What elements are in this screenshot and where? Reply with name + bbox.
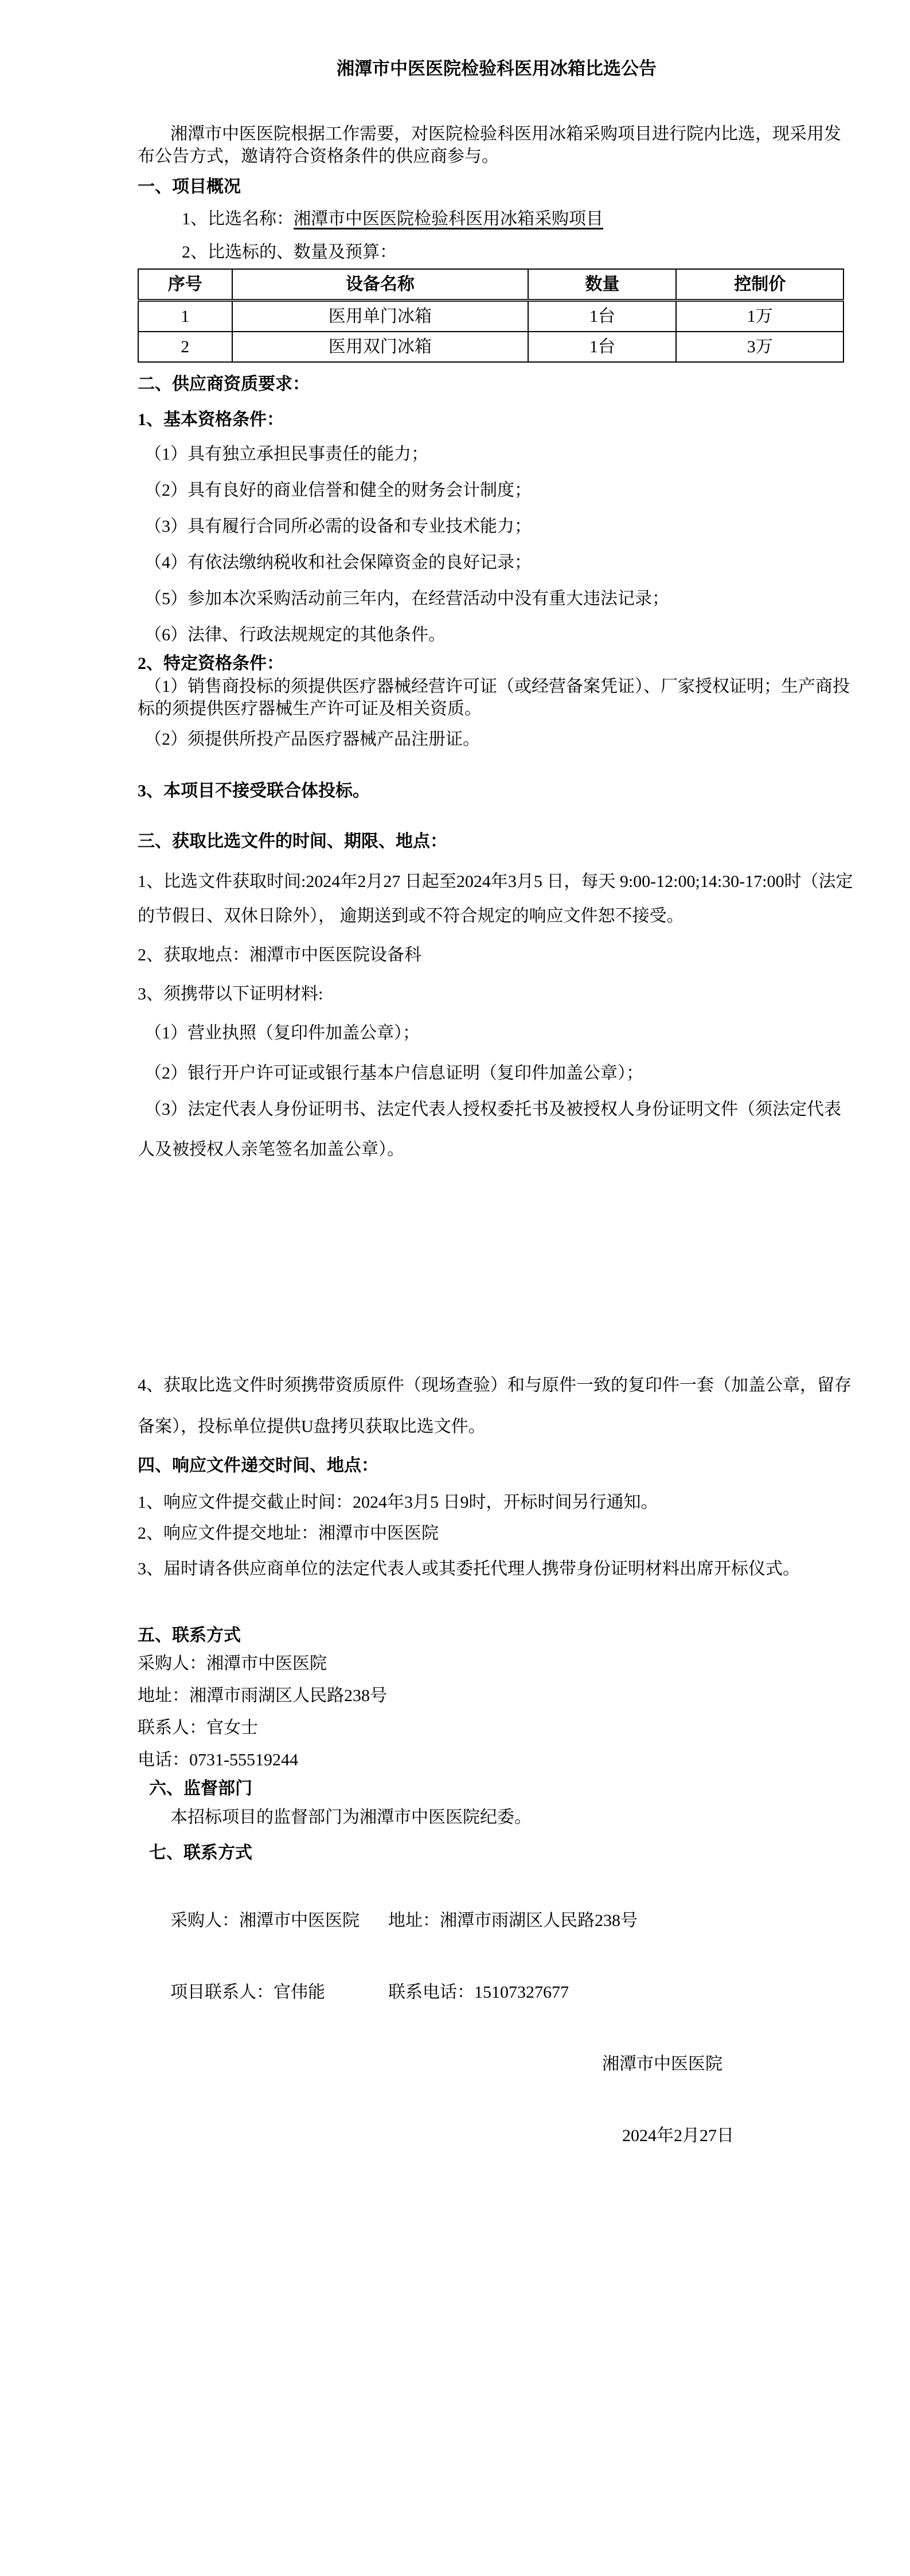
basic-condition-3: （3）具有履行合同所必需的设备和专业技术能力； [144,517,532,536]
contact-phone: 联系电话：15107327677 [388,1983,569,2002]
cell-index: 2 [138,332,232,362]
cell-qty: 1台 [528,332,676,362]
basic-condition-5: （5）参加本次采购活动前三年内，在经营活动中没有重大违法记录； [144,589,669,608]
no-consortium-note: 3、本项目不接受联合体投标。 [138,781,370,800]
col-header-index: 序号 [138,269,232,301]
section1-heading: 一、项目概况 [138,177,241,196]
cell-price: 3万 [676,332,843,362]
section2-heading: 二、供应商资质要求： [138,375,310,394]
buyer-line: 采购人：湘潭市中医医院 [138,1654,327,1673]
item1-label: 1、比选名称： [182,209,294,228]
section4-heading: 四、响应文件递交时间、地点： [138,1456,378,1475]
supervision-note: 本招标项目的监督部门为湘潭市中医医院纪委。 [170,1808,532,1827]
address-line: 地址：湘潭市雨湖区人民路238号 [138,1686,387,1705]
basic-condition-1: （1）具有独立承担民事责任的能力； [144,445,428,464]
signature-date: 2024年2月27日 [622,2126,734,2145]
document-content [138,0,856,2147]
section7-heading: 七、联系方式 [149,1843,252,1862]
cell-device: 医用单门冰箱 [232,301,529,332]
cell-qty: 1台 [528,301,676,332]
buyer-name: 采购人：湘潭市中医医院 [170,1911,360,1930]
cell-index: 1 [138,301,232,332]
cell-price: 1万 [676,301,843,332]
col-header-qty: 数量 [528,269,676,301]
col-header-device: 设备名称 [232,269,529,301]
section5-heading: 五、联系方式 [138,1626,241,1645]
section7-line2 [170,1981,856,2004]
section3-material-1: （1）营业执照（复印件加盖公章）； [144,1024,420,1042]
intro-paragraph: 湘潭市中医医院根据工作需要，对医院检验科医用冰箱采购项目进行院内比选，现采用发布公告方式，邀请符合资格条件的供应商参与。 [138,124,841,166]
table-row [138,332,843,362]
buyer-address: 地址：湘潭市雨湖区人民路238号 [388,1911,638,1930]
section4-item1: 1、响应文件提交截止时间：2024年3月5 日9时，开标时间另行通知。 [138,1493,658,1512]
basic-conditions-heading: 1、基本资格条件： [138,410,284,429]
section7-line1 [170,1909,856,1932]
table-header-row [138,269,843,301]
section3-item3: 3、须携带以下证明材料: [138,985,323,1003]
basic-condition-6: （6）法律、行政法规规定的其他条件。 [144,625,446,644]
section3-item4: 4、获取比选文件时须携带资质原件（现场查验）和与原件一致的复印件一套（加盖公章，留存备案），投标单位提供U盘拷贝获取比选文件。 [138,1376,852,1436]
col-header-price: 控制价 [676,269,843,301]
basic-condition-4: （4）有依法缴纳税收和社会保障资金的良好记录； [144,553,532,572]
table-row [138,301,843,332]
section4-item3: 3、届时请各供应商单位的法定代表人或其委托代理人携带身份证明材料出席开标仪式。 [138,1559,800,1578]
special-condition-2: （2）须提供所投产品医疗器械产品注册证。 [144,730,480,749]
contact-line: 联系人：官女士 [138,1718,258,1737]
phone-line: 电话：0731-55519244 [138,1750,298,1769]
signature-org: 湘潭市中医医院 [602,2054,722,2073]
section4-item2: 2、响应文件提交地址：湘潭市中医医院 [138,1524,439,1543]
section3-item2: 2、获取地点：湘潭市中医医院设备科 [138,945,421,964]
section1-item2: 2、比选标的、数量及预算： [182,243,397,262]
section3-material-3: （3）法定代表人身份证明书、法定代表人授权委托书及被授权人身份证明文件（须法定代表人及被授权人亲笔签名加盖公章）。 [138,1100,841,1159]
basic-condition-2: （2）具有良好的商业信誉和健全的财务会计制度； [144,481,532,500]
section3-material-2: （2）银行开户许可证或银行基本户信息证明（复印件加盖公章）； [144,1064,643,1083]
cell-device: 医用双门冰箱 [232,332,529,362]
section1-item1 [182,208,856,231]
special-conditions-heading: 2、特定资格条件： [138,654,284,673]
section3-item1: 1、比选文件获取时间:2024年2月27 日起至2024年3月5 日，每天 9:00-12:00;14:30-17:00时（法定的节假日、双休日除外）， 逾期送到或不符合规定的响应文件恕不接受。 [138,872,853,925]
page-title: 湘潭市中医医院检验科医用冰箱比选公告 [337,59,657,79]
section6-heading: 六、监督部门 [149,1779,252,1798]
item1-project-name: 湘潭市中医医院检验科医用冰箱采购项目 [294,209,603,228]
project-contact: 项目联系人：官伟能 [170,1983,325,2002]
section3-heading: 三、获取比选文件的时间、期限、地点： [138,832,447,851]
special-condition-1: （1）销售商投标的须提供医疗器械经营许可证（或经营备案凭证）、厂家授权证明；生产商投标的须提供医疗器械生产许可证及相关资质。 [138,677,850,718]
equipment-table [138,269,844,363]
